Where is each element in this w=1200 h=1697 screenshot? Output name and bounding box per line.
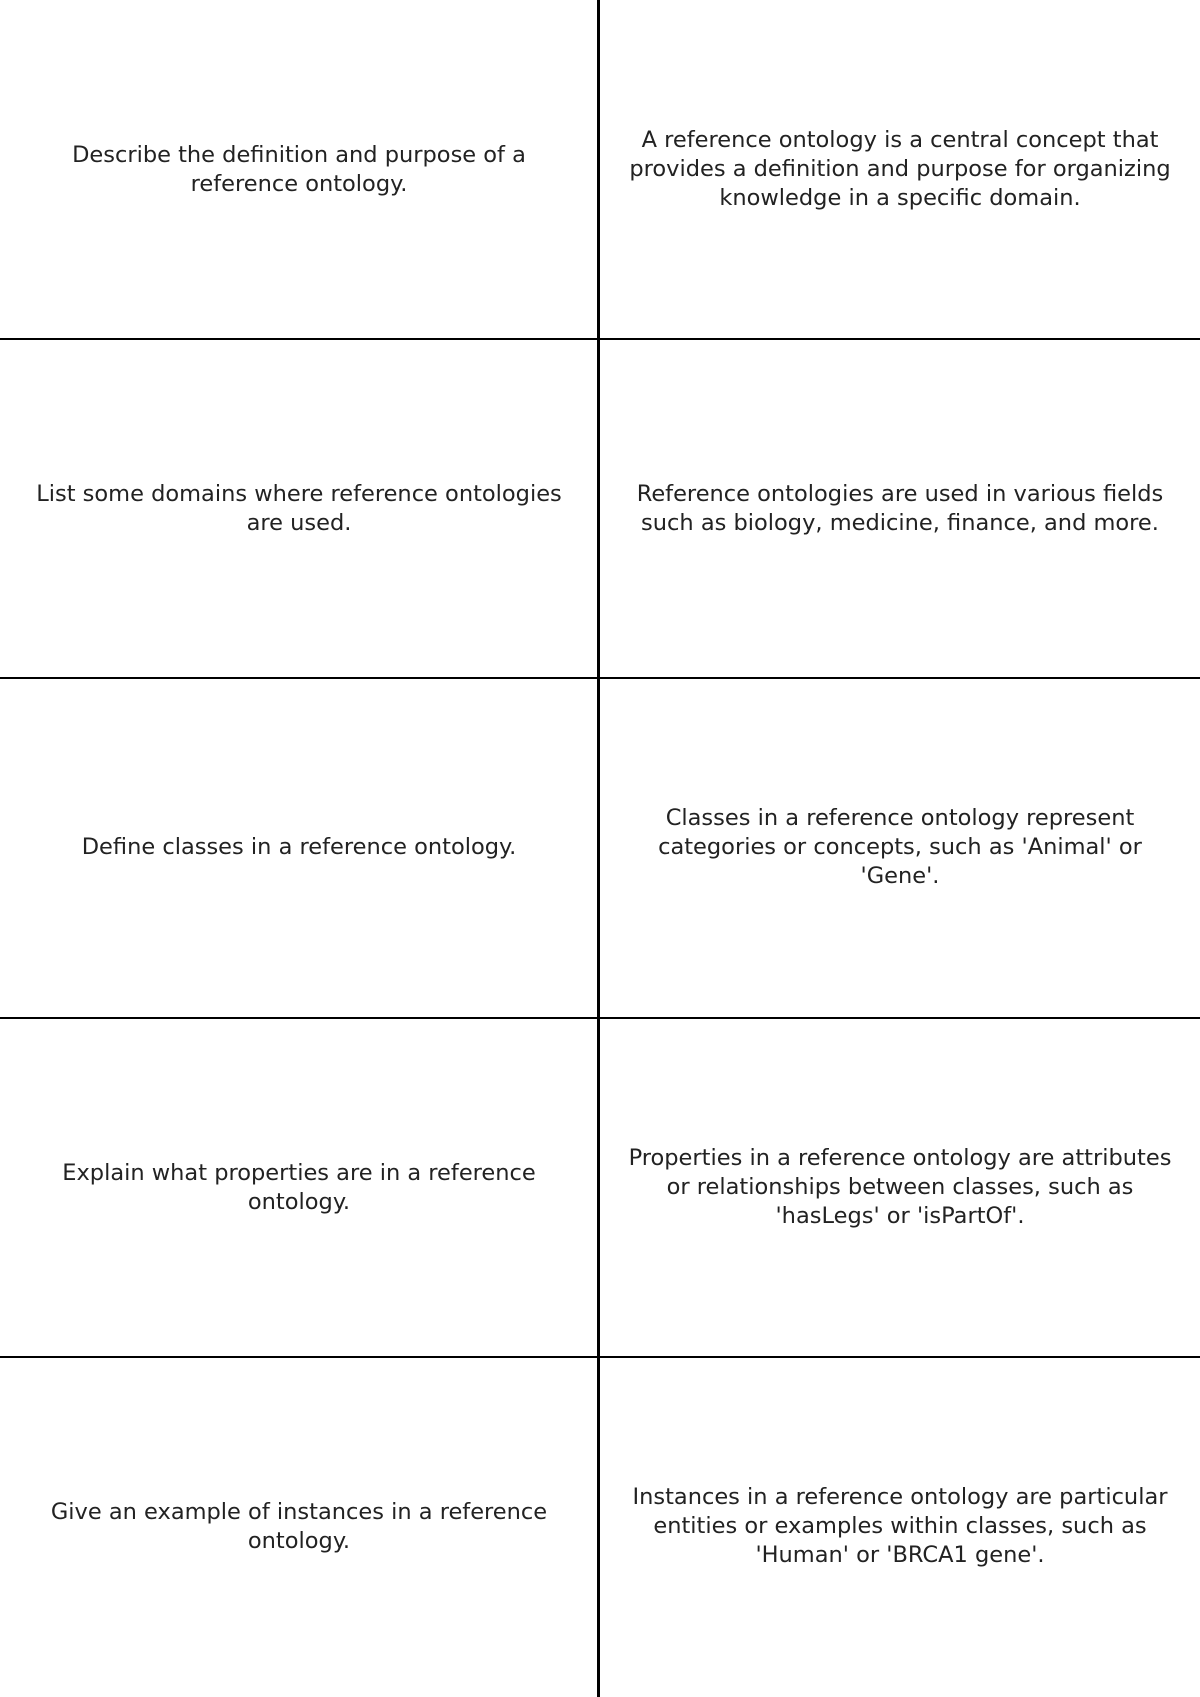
question-cell [0, 339, 598, 678]
question-cell [0, 0, 598, 339]
answer-text: Properties in a reference ontology are attributes or relationships between classes, such as 'hasLegs' or 'isPartOf'. [628, 1145, 1172, 1229]
question-cell [0, 1018, 598, 1357]
flashcard-row [0, 0, 1200, 339]
flashcard-row [0, 1357, 1200, 1696]
row-divider [0, 338, 1200, 340]
flashcard-row [0, 1018, 1200, 1357]
flashcard-row [0, 678, 1200, 1017]
question-text: Explain what properties are in a reference ontology. [62, 1159, 536, 1215]
answer-cell [600, 1357, 1200, 1696]
answer-cell [600, 339, 1200, 678]
column-divider [597, 0, 600, 1697]
question-cell [0, 1357, 598, 1696]
answer-cell [600, 678, 1200, 1017]
answer-cell [600, 0, 1200, 339]
answer-text: A reference ontology is a central concept that provides a definition and purpose for organizing knowledge in a specific domain. [629, 127, 1171, 211]
answer-text: Instances in a reference ontology are particular entities or examples within classes, such as 'Human' or 'BRCA1 gene'. [632, 1484, 1168, 1568]
answer-text: Classes in a reference ontology represent categories or concepts, such as 'Animal' or 'Gene'. [658, 805, 1142, 889]
row-divider [0, 677, 1200, 679]
question-text: Give an example of instances in a reference ontology. [50, 1498, 548, 1554]
row-divider [0, 1017, 1200, 1019]
question-cell [0, 678, 598, 1017]
question-text: Describe the definition and purpose of a reference ontology. [72, 141, 526, 197]
question-text: List some domains where reference ontologies are used. [36, 480, 562, 536]
answer-text: Reference ontologies are used in various fields such as biology, medicine, finance, and more. [636, 480, 1164, 536]
flashcard-row [0, 339, 1200, 678]
row-divider [0, 1356, 1200, 1358]
question-text: Define classes in a reference ontology. [81, 834, 517, 860]
answer-cell [600, 1018, 1200, 1357]
